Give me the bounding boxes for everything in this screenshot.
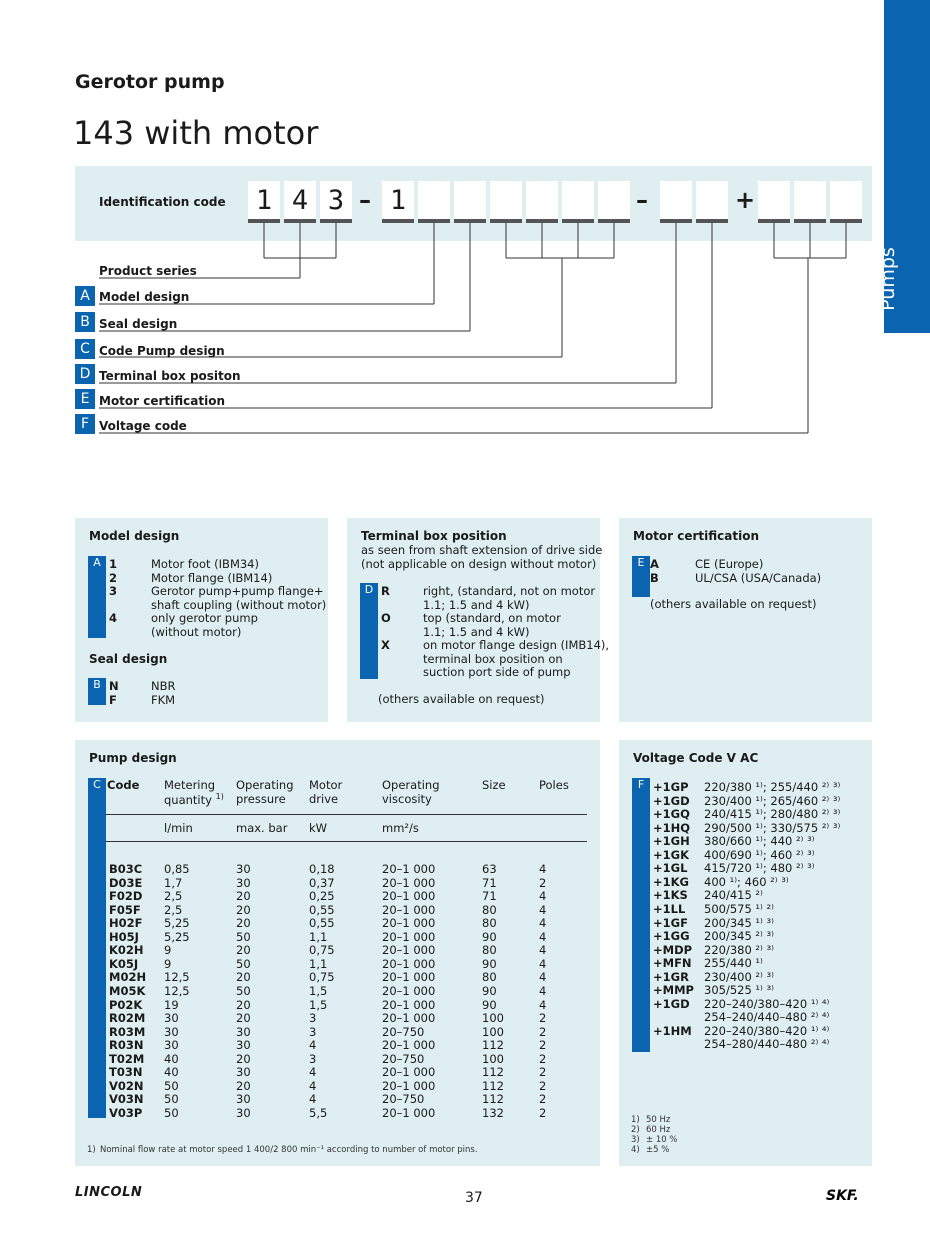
motor-cert-title: Motor certification — [633, 529, 760, 543]
pump-code-cell: H05J — [109, 929, 139, 944]
pump-value-cell: 20–1 000 — [382, 1105, 436, 1120]
pump-value-cell: 9 — [164, 956, 172, 971]
voltage-title: Voltage Code V AC — [633, 751, 759, 765]
pump-code-cell: T02M — [109, 1051, 145, 1066]
pump-code-cell: D03E — [109, 875, 143, 890]
label-motor-certification: Motor certification — [99, 394, 226, 408]
label-terminal-box: Terminal box positon — [99, 369, 241, 383]
pump-value-cell: 20–1 000 — [382, 1038, 436, 1053]
pump-value-cell: 5,25 — [164, 929, 190, 944]
voltage-footnote-mark: 4) — [631, 1145, 640, 1155]
pump-value-cell: 132 — [482, 1105, 504, 1120]
pump-value-cell: 20–750 — [382, 1051, 425, 1066]
pump-value-cell: 4 — [539, 929, 547, 944]
pump-design-panel — [75, 740, 600, 1166]
pump-value-cell: 4 — [539, 916, 547, 931]
voltage-value: 220–240/380–420 ¹⁾ ⁴⁾ — [704, 1023, 830, 1038]
pump-value-cell: 20–1 000 — [382, 970, 436, 985]
model-design-code: 1 — [109, 557, 118, 571]
col-viscosity-2: viscosity — [382, 792, 432, 806]
terminal-box-code: O — [381, 611, 391, 625]
terminal-box-code: R — [381, 584, 390, 598]
pump-value-cell: 50 — [164, 1078, 179, 1093]
code-dash: – — [359, 186, 371, 214]
pump-value-cell: 40 — [164, 1051, 179, 1066]
pump-value-cell: 100 — [482, 1011, 504, 1026]
seal-design-text: NBR — [151, 679, 176, 693]
pump-code-cell: R03N — [109, 1038, 144, 1053]
pump-value-cell: 112 — [482, 1038, 504, 1053]
pump-value-cell: 50 — [236, 929, 251, 944]
pump-value-cell: 0,18 — [309, 862, 335, 876]
pump-value-cell: 19 — [164, 997, 179, 1012]
unit-kw: kW — [309, 821, 328, 835]
terminal-box-code: X — [381, 638, 390, 652]
pump-value-cell: 71 — [482, 875, 497, 890]
col-metering-2: quantity $^{1)}$ — [164, 792, 224, 807]
pump-value-cell: 20–1 000 — [382, 983, 436, 998]
pump-value-cell: 80 — [482, 916, 497, 931]
motor-cert-letter: E — [632, 556, 650, 597]
pump-value-cell: 20–1 000 — [382, 956, 436, 971]
col-pressure-2: pressure — [236, 792, 286, 806]
pump-value-cell: 4 — [309, 1065, 317, 1080]
col-viscosity-1: Operating — [382, 778, 440, 792]
model-design-letter: A — [88, 556, 106, 638]
model-design-text: only gerotor pump — [151, 611, 258, 625]
pump-value-cell: 0,25 — [309, 889, 335, 904]
pump-value-cell: 1,7 — [164, 875, 183, 890]
pump-value-cell: 20–750 — [382, 1024, 425, 1039]
badge-e: E — [75, 389, 95, 409]
pump-value-cell: 20 — [236, 1078, 251, 1093]
terminal-box-title: Terminal box position — [361, 529, 507, 543]
pump-design-letter: C — [88, 778, 106, 1118]
voltage-code: +1GD — [653, 996, 690, 1011]
pump-value-cell: 2 — [539, 1105, 547, 1120]
badge-c: C — [75, 339, 95, 359]
col-size: Size — [482, 778, 506, 792]
voltage-value: 230/400 ¹⁾; 265/460 ²⁾ ³⁾ — [704, 793, 841, 808]
pump-value-cell: 90 — [482, 929, 497, 944]
terminal-box-text: right, (standard, not on motor — [423, 584, 596, 598]
pump-value-cell: 20 — [236, 889, 251, 904]
label-code-pump-design: Code Pump design — [99, 344, 225, 358]
pump-value-cell: 100 — [482, 1024, 504, 1039]
voltage-value: 415/720 ¹⁾; 480 ²⁾ ³⁾ — [704, 861, 815, 876]
label-voltage-code: Voltage code — [99, 419, 187, 433]
voltage-value: 220/380 ¹⁾; 255/440 ²⁾ ³⁾ — [704, 780, 841, 794]
pump-value-cell: 12,5 — [164, 983, 190, 998]
label-seal-design: Seal design — [99, 317, 178, 331]
pump-code-cell: M02H — [109, 970, 147, 985]
pump-value-cell: 1,5 — [309, 997, 328, 1012]
voltage-code: +MFN — [653, 956, 692, 971]
pump-value-cell: 0,55 — [309, 916, 335, 931]
pump-value-cell: 4 — [309, 1038, 317, 1053]
motor-cert-text: UL/CSA (USA/Canada) — [695, 570, 822, 585]
col-pressure-1: Operating — [236, 778, 294, 792]
terminal-box-text: terminal box position on — [423, 651, 563, 666]
pump-value-cell: 20 — [236, 1051, 251, 1066]
pump-code-cell: K02H — [109, 943, 144, 958]
pump-value-cell: 80 — [482, 943, 497, 958]
pump-value-cell: 20–1 000 — [382, 889, 436, 904]
pump-value-cell: 2,5 — [164, 902, 183, 917]
pump-value-cell: 20–1 000 — [382, 997, 436, 1012]
pump-value-cell: 4 — [309, 1078, 317, 1093]
pump-code-cell: H02F — [109, 916, 143, 931]
motor-cert-code: A — [650, 557, 659, 571]
pump-value-cell: 20 — [236, 902, 251, 917]
voltage-footnote-text: ± 10 % — [646, 1135, 678, 1145]
voltage-value: 230/400 ²⁾ ³⁾ — [704, 969, 774, 984]
model-design-text: (without motor) — [151, 624, 242, 639]
voltage-code: +1GF — [653, 915, 688, 930]
badge-d: D — [75, 364, 95, 384]
skf-logo: SKF. — [826, 1188, 859, 1204]
voltage-value: 380/660 ¹⁾; 440 ²⁾ ³⁾ — [704, 834, 815, 849]
pump-value-cell: 90 — [482, 997, 497, 1012]
pump-value-cell: 20 — [236, 943, 251, 958]
pump-value-cell: 5,25 — [164, 916, 190, 931]
pump-value-cell: 0,75 — [309, 943, 335, 958]
pump-value-cell: 20–1 000 — [382, 875, 436, 890]
code-box-2: 4 — [284, 181, 316, 223]
pump-value-cell: 20–1 000 — [382, 929, 436, 944]
pump-value-cell: 4 — [539, 943, 547, 958]
pump-value-cell: 20–1 000 — [382, 902, 436, 917]
pump-code-cell: K05J — [109, 956, 139, 971]
pump-value-cell: 3 — [309, 1011, 317, 1026]
voltage-code: +1GP — [653, 780, 689, 794]
page-subtitle: Gerotor pump — [75, 71, 225, 93]
col-metering-1: Metering — [164, 778, 216, 792]
model-design-text: Motor flange (IBM14) — [151, 570, 273, 585]
voltage-code: +1KS — [653, 888, 688, 903]
pump-code-cell: T03N — [109, 1065, 143, 1080]
voltage-letter: F — [632, 778, 650, 1052]
voltage-value: 220/380 ²⁾ ³⁾ — [704, 942, 774, 957]
pump-code-cell: V02N — [109, 1078, 144, 1093]
unit-mm2s: mm²/s — [382, 821, 419, 835]
col-poles: Poles — [539, 778, 569, 792]
pump-value-cell: 90 — [482, 956, 497, 971]
voltage-footnote-text: ±5 % — [646, 1145, 670, 1155]
voltage-footnote-mark: 2) — [631, 1125, 640, 1135]
voltage-code: +1GH — [653, 834, 690, 849]
pump-value-cell: 3 — [309, 1051, 317, 1066]
pump-value-cell: 50 — [236, 956, 251, 971]
col-code: Code — [107, 778, 140, 792]
voltage-code: +1GR — [653, 969, 689, 984]
pump-value-cell: 50 — [164, 1092, 179, 1107]
terminal-box-text: top (standard, on motor — [423, 611, 561, 625]
voltage-value: 200/345 ²⁾ ³⁾ — [704, 929, 774, 944]
model-design-text: Gerotor pump+pump flange+ — [151, 584, 324, 598]
pump-value-cell: 3 — [309, 1024, 317, 1039]
unit-lmin: l/min — [164, 821, 193, 835]
model-design-code: 4 — [109, 611, 118, 625]
page-number: 37 — [465, 1190, 483, 1206]
pump-value-cell: 2 — [539, 1065, 547, 1080]
pump-value-cell: 20 — [236, 970, 251, 985]
terminal-box-note: (others available on request) — [378, 692, 545, 706]
terminal-box-text: 1.1; 1.5 and 4 kW) — [423, 597, 530, 612]
pump-value-cell: 2 — [539, 1078, 547, 1093]
pump-value-cell: 4 — [539, 889, 547, 904]
pump-value-cell: 30 — [236, 1092, 251, 1107]
seal-design-code: N — [109, 679, 119, 693]
pump-value-cell: 4 — [539, 983, 547, 998]
motor-cert-panel — [619, 518, 872, 722]
badge-a: A — [75, 286, 95, 306]
pump-value-cell: 4 — [539, 970, 547, 985]
pump-value-cell: 30 — [164, 1024, 179, 1039]
pump-value-cell: 112 — [482, 1065, 504, 1080]
voltage-code: +1HM — [653, 1023, 692, 1038]
voltage-panel — [619, 740, 872, 1166]
pump-value-cell: 2 — [539, 1092, 547, 1107]
pump-value-cell: 40 — [164, 1065, 179, 1080]
pump-design-title: Pump design — [89, 751, 177, 765]
pump-code-cell: V03N — [109, 1092, 144, 1107]
pump-code-cell: R03M — [109, 1024, 146, 1039]
terminal-box-subtitle-1: as seen from shaft extension of drive side — [361, 543, 603, 557]
code-dash-2: – — [636, 186, 648, 214]
pump-value-cell: 2 — [539, 1011, 547, 1026]
voltage-footnote-text: 60 Hz — [646, 1125, 671, 1135]
label-model-design: Model design — [99, 290, 190, 304]
pump-value-cell: 20–1 000 — [382, 1078, 436, 1093]
motor-cert-code: B — [650, 570, 659, 585]
pump-value-cell: 1,1 — [309, 956, 328, 971]
pump-value-cell: 112 — [482, 1092, 504, 1107]
page-title: 143 with motor — [73, 114, 319, 152]
pump-value-cell: 63 — [482, 862, 497, 876]
voltage-value: 254–280/440–480 ²⁾ ⁴⁾ — [704, 1037, 830, 1052]
pump-value-cell: 90 — [482, 983, 497, 998]
pump-footnote-mark: 1) — [87, 1145, 96, 1155]
pump-value-cell: 0,55 — [309, 902, 335, 917]
pump-value-cell: 71 — [482, 889, 497, 904]
voltage-footnote-mark: 1) — [631, 1115, 640, 1125]
badge-f: F — [75, 414, 95, 434]
code-plus: + — [735, 186, 756, 214]
terminal-box-subtitle-2: (not applicable on design without motor) — [361, 557, 597, 571]
voltage-value: 400 ¹⁾; 460 ²⁾ ³⁾ — [704, 874, 789, 889]
pump-value-cell: 9 — [164, 943, 172, 958]
pump-value-cell: 20 — [236, 997, 251, 1012]
seal-design-letter: B — [88, 678, 106, 705]
pump-value-cell: 30 — [236, 1024, 251, 1039]
voltage-code: +1LL — [653, 901, 686, 916]
terminal-box-panel — [347, 518, 610, 722]
pump-footnote: Nominal flow rate at motor speed 1 400/2 800 min⁻¹ according to number of motor pins. — [100, 1145, 478, 1155]
side-tab-label: Pumps — [876, 247, 899, 311]
voltage-footnote-mark: 3) — [631, 1135, 640, 1145]
pump-value-cell: 20–1 000 — [382, 1011, 436, 1026]
model-design-panel — [75, 518, 328, 722]
pump-value-cell: 2 — [539, 875, 547, 890]
voltage-value: 220–240/380–420 ¹⁾ ⁴⁾ — [704, 996, 830, 1011]
pump-value-cell: 20–1 000 — [382, 916, 436, 931]
pump-value-cell: 4 — [539, 956, 547, 971]
pump-code-cell: F05F — [109, 902, 141, 917]
pump-value-cell: 2,5 — [164, 889, 183, 904]
terminal-box-text: on motor flange design (IMB14), — [423, 638, 610, 652]
model-design-code: 3 — [109, 584, 118, 598]
model-design-title: Model design — [89, 529, 180, 543]
unit-bar: max. bar — [236, 821, 288, 835]
pump-value-cell: 30 — [164, 1011, 179, 1026]
pump-code-cell: B03C — [109, 862, 143, 876]
pump-value-cell: 50 — [164, 1105, 179, 1120]
motor-cert-text: CE (Europe) — [695, 557, 764, 571]
seal-design-title: Seal design — [89, 652, 168, 666]
pump-value-cell: 0,75 — [309, 970, 335, 985]
voltage-code: +1GD — [653, 793, 690, 808]
pump-value-cell: 20–750 — [382, 1092, 425, 1107]
code-box-1: 1 — [248, 181, 280, 223]
code-box-3: 3 — [320, 181, 352, 223]
model-design-text: Motor foot (IBM34) — [151, 557, 259, 571]
col-motor-2: drive — [309, 792, 339, 806]
voltage-code: +1GQ — [653, 807, 690, 822]
pump-value-cell: 20–1 000 — [382, 1065, 436, 1080]
voltage-code: +MDP — [653, 942, 693, 957]
voltage-value: 500/575 ¹⁾ ²⁾ — [704, 901, 774, 916]
pump-value-cell: 20 — [236, 916, 251, 931]
pump-code-cell: M05K — [109, 983, 146, 998]
identification-code-label: Identification code — [99, 195, 226, 209]
header-rule-1 — [106, 814, 587, 815]
pump-value-cell: 4 — [539, 997, 547, 1012]
pump-code-cell: F02D — [109, 889, 143, 904]
pump-value-cell: 4 — [539, 862, 547, 876]
pump-value-cell: 0,85 — [164, 862, 190, 876]
header-rule-2 — [106, 841, 587, 842]
pump-value-cell: 30 — [236, 862, 251, 876]
voltage-value: 305/525 ¹⁾ ³⁾ — [704, 983, 774, 998]
voltage-value: 255/440 ¹⁾ — [704, 956, 763, 971]
pump-value-cell: 80 — [482, 902, 497, 917]
pump-value-cell: 20–1 000 — [382, 862, 436, 876]
voltage-value: 254–240/440–480 ²⁾ ⁴⁾ — [704, 1010, 830, 1025]
seal-design-text: FKM — [151, 692, 176, 707]
voltage-code: +MMP — [653, 983, 694, 998]
pump-code-cell: R02M — [109, 1011, 146, 1026]
label-product-series: Product series — [99, 264, 197, 278]
voltage-code: +1GL — [653, 861, 688, 876]
pump-value-cell: 2 — [539, 1024, 547, 1039]
pump-value-cell: 20–1 000 — [382, 943, 436, 958]
pump-value-cell: 1,5 — [309, 983, 328, 998]
badge-b: B — [75, 312, 95, 332]
model-design-code: 2 — [109, 570, 118, 585]
voltage-code: +1GG — [653, 929, 690, 944]
pump-value-cell: 30 — [236, 1065, 251, 1080]
voltage-code: +1GK — [653, 847, 689, 862]
pump-value-cell: 5,5 — [309, 1105, 328, 1120]
pump-code-cell: V03P — [109, 1105, 143, 1120]
terminal-box-text: 1.1; 1.5 and 4 kW) — [423, 624, 530, 639]
terminal-box-letter: D — [360, 583, 378, 679]
pump-value-cell: 2 — [539, 1038, 547, 1053]
pump-value-cell: 30 — [236, 1105, 251, 1120]
pump-value-cell: 2 — [539, 1051, 547, 1066]
voltage-code: +1KG — [653, 874, 689, 889]
pump-value-cell: 100 — [482, 1051, 504, 1066]
voltage-value: 290/500 ¹⁾; 330/575 ²⁾ ³⁾ — [704, 820, 841, 835]
pump-value-cell: 30 — [236, 875, 251, 890]
lincoln-logo: LINCOLN — [75, 1185, 143, 1200]
voltage-value: 240/415 ¹⁾; 280/480 ²⁾ ³⁾ — [704, 807, 841, 822]
voltage-value: 400/690 ¹⁾; 460 ²⁾ ³⁾ — [704, 847, 815, 862]
voltage-code: +1HQ — [653, 820, 691, 835]
pump-value-cell: 0,37 — [309, 875, 335, 890]
motor-cert-note: (others available on request) — [650, 597, 817, 611]
seal-design-code: F — [109, 692, 117, 707]
pump-value-cell: 30 — [236, 1038, 251, 1053]
voltage-value: 240/415 ²⁾ — [704, 888, 763, 903]
pump-value-cell: 20 — [236, 1011, 251, 1026]
pump-value-cell: 12,5 — [164, 970, 190, 985]
pump-value-cell: 30 — [164, 1038, 179, 1053]
voltage-value: 200/345 ¹⁾ ³⁾ — [704, 915, 774, 930]
model-design-text: shaft coupling (without motor) — [151, 597, 327, 612]
pump-value-cell: 80 — [482, 970, 497, 985]
voltage-footnote-text: 50 Hz — [646, 1115, 671, 1125]
pump-value-cell: 50 — [236, 983, 251, 998]
pump-code-cell: P02K — [109, 997, 143, 1012]
terminal-box-text: suction port side of pump — [423, 665, 571, 679]
pump-value-cell: 112 — [482, 1078, 504, 1093]
pump-value-cell: 1,1 — [309, 929, 328, 944]
pump-value-cell: 4 — [539, 902, 547, 917]
pump-value-cell: 4 — [309, 1092, 317, 1107]
col-motor-1: Motor — [309, 778, 343, 792]
code-box-4: 1 — [382, 181, 414, 223]
